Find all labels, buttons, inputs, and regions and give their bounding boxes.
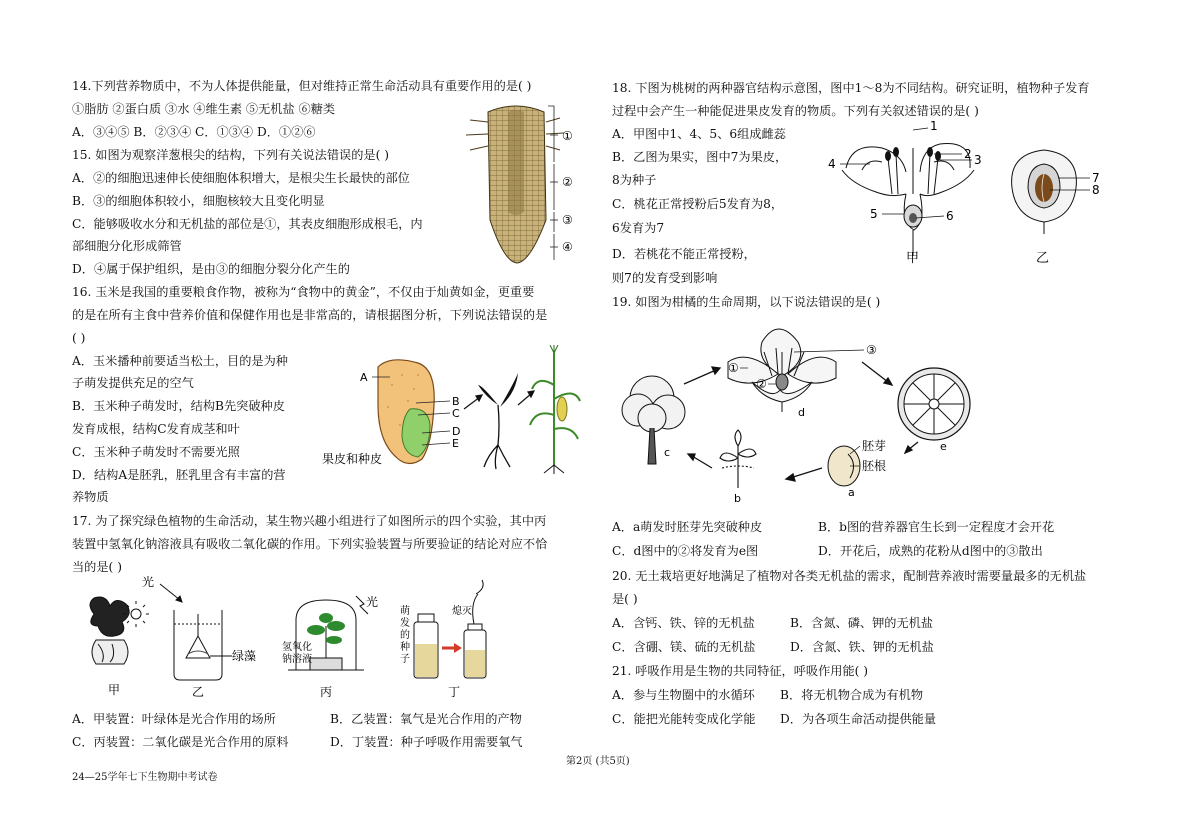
q16-option-b-cont: 发育成根，结构C发育成茎和叶 xyxy=(72,422,240,436)
experiments-figure xyxy=(82,574,552,704)
cycle-label-d: d xyxy=(798,406,805,419)
q14-options: A．③④⑤ B．②③④ C．①③④ D．①②⑥ xyxy=(72,125,316,139)
exp-ding-seed-5: 子 xyxy=(400,654,410,665)
q16-option-b: B．玉米种子萌发时，结构B先突破种皮 xyxy=(72,399,285,413)
exp-ding-seed-1: 萌 xyxy=(400,606,410,617)
cycle-label-circle-3: ③ xyxy=(866,343,877,357)
cycle-label-circle-1: ① xyxy=(728,361,739,375)
peach-num-5: 5 xyxy=(870,207,878,221)
q15-option-c-cont: 部细胞分化形成筛管 xyxy=(72,239,182,253)
q15-option-d: D．④属于保护组织，是由③的细胞分裂分化产生的 xyxy=(72,262,350,276)
peach-num-2: 2 xyxy=(964,147,972,161)
corn-figure xyxy=(318,345,593,475)
q21-stem: 21. 呼吸作用是生物的共同特征，呼吸作用能( ) xyxy=(612,664,869,678)
peach-num-6: 6 xyxy=(946,209,954,223)
corn-caption: 果皮和种皮 xyxy=(322,452,383,466)
q20-stem-cont: 是( ) xyxy=(612,592,638,606)
q17-option-c: C．丙装置：二氧化碳是光合作用的原料 xyxy=(72,735,289,749)
cycle-label-plumule: 胚芽 xyxy=(862,439,887,453)
peach-figure xyxy=(822,118,1112,270)
q18-option-d-cont: 则7的发育受到影响 xyxy=(612,271,718,285)
root-label-3: ③ xyxy=(562,213,573,227)
exp-bing-light: 光 xyxy=(366,595,379,609)
q21-option-b: B．将无机物合成为有机物 xyxy=(780,688,924,702)
cycle-label-c: c xyxy=(664,446,671,459)
cycle-label-b: b xyxy=(734,492,741,505)
q14-stem: 14.下列营养物质中，不为人体提供能量，但对维持正常生命活动具有重要作用的是( ) xyxy=(72,79,532,93)
q15-option-c: C．能够吸收水分和无机盐的部位是①，其表皮细胞形成根毛，内 xyxy=(72,217,423,231)
exp-caption-jia: 甲 xyxy=(108,683,121,697)
corn-label-d: D xyxy=(452,425,461,438)
cycle-label-circle-2: ② xyxy=(756,377,767,391)
corn-label-b: B xyxy=(452,395,460,408)
cycle-label-a: a xyxy=(848,486,855,499)
q16-stem-cont: 的是在所有主食中营养价值和保健作用也是非常高的，请根据图分析，下列说法错误的是 xyxy=(72,308,548,322)
q16-option-c: C．玉米种子萌发时不需要光照 xyxy=(72,445,240,459)
exp-bing-naoh-cont: 钠溶液 xyxy=(282,654,312,665)
exp-ding-seed-4: 种 xyxy=(400,642,410,653)
tree-icon xyxy=(622,376,685,464)
q19-option-a: A．a萌发时胚芽先突破种皮 xyxy=(612,520,763,534)
root-label-1: ① xyxy=(562,129,573,143)
q18-option-c-cont: 6发育为7 xyxy=(612,221,665,235)
q16-option-a: A．玉米播种前要适当松土，目的是为种 xyxy=(72,354,288,368)
q19-option-b: B．b图的营养器官生长到一定程度才会开花 xyxy=(818,520,1055,534)
q20-stem: 20. 无土栽培更好地满足了植物对各类无机盐的需求，配制营养液时需要量最多的无机盐 xyxy=(612,569,1087,583)
corn-label-e: E xyxy=(452,437,459,450)
exp-jia-plant xyxy=(90,597,129,664)
q18-stem-cont: 过程中会产生一种能促进果皮发育的物质。下列有关叙述错误的是( ) xyxy=(612,104,979,118)
root-tip-figure xyxy=(460,100,585,268)
q20-option-c: C．含硼、镁、硫的无机盐 xyxy=(612,640,756,654)
q17-stem: 17. 为了探究绿色植物的生命活动，某生物兴趣小组进行了如图所示的四个实验，其中丙 xyxy=(72,514,547,528)
q14-items: ①脂肪 ②蛋白质 ③水 ④维生素 ⑤无机盐 ⑥糖类 xyxy=(72,102,336,116)
exp-ding-extinguish: 熄灭 xyxy=(452,606,472,617)
exp-ding-seed-2: 发 xyxy=(400,618,410,629)
exp-ding-seed-3: 的 xyxy=(400,630,410,641)
exp-yi-algae: 绿藻 xyxy=(232,649,257,663)
peach-caption-yi: 乙 xyxy=(1036,251,1050,266)
peach-num-7: 7 xyxy=(1092,171,1100,185)
q17-option-d: D．丁装置：种子呼吸作用需要氧气 xyxy=(330,735,523,749)
q15-option-b: B．③的细胞体积较小，细胞核较大且变化明显 xyxy=(72,194,325,208)
root-label-4: ④ xyxy=(562,240,573,254)
peach-num-4: 4 xyxy=(828,157,836,171)
peach-caption-jia: 甲 xyxy=(906,251,920,266)
cycle-label-radicle: 胚根 xyxy=(862,459,887,473)
q17-stem-end: 当的是( ) xyxy=(72,560,122,574)
q19-option-d: D．开花后，成熟的花粉从d图中的③散出 xyxy=(818,544,1043,558)
exp-caption-bing: 丙 xyxy=(320,685,333,699)
cycle-label-e: e xyxy=(940,440,947,453)
q17-option-b: B．乙装置：氧气是光合作用的产物 xyxy=(330,712,522,726)
q18-option-d: D．若桃花不能正常授粉， xyxy=(612,247,756,261)
q21-option-d: D．为各项生命活动提供能量 xyxy=(780,712,937,726)
exam-title-footer: 24—25学年七下生物期中考试卷 xyxy=(72,772,218,783)
q20-option-a: A．含钙、铁、锌的无机盐 xyxy=(612,616,755,630)
q19-stem: 19. 如图为柑橘的生命周期，以下说法错误的是( ) xyxy=(612,295,881,309)
q16-stem-end: ( ) xyxy=(72,331,86,345)
q16-stem: 16. 玉米是我国的重要粮食作物，被称为“食物中的黄金”，不仅由于灿黄如金，更重要 xyxy=(72,285,535,299)
q18-stem: 18. 下图为桃树的两种器官结构示意图，图中1～8为不同结构。研究证明，植物种子发育 xyxy=(612,81,1090,95)
exp-bing-naoh: 氢氧化 xyxy=(282,642,312,653)
q15-option-a: A．②的细胞迅速伸长使细胞体积增大，是根尖生长最快的部位 xyxy=(72,171,410,185)
corn-label-a: A xyxy=(360,371,368,384)
citrus-cycle-figure xyxy=(612,318,1012,506)
peach-num-1: 1 xyxy=(930,119,938,133)
root-label-2: ② xyxy=(562,175,573,189)
q17-option-a: A．甲装置：叶绿体是光合作用的场所 xyxy=(72,712,276,726)
q15-stem: 15. 如图为观察洋葱根尖的结构，下列有关说法错误的是( ) xyxy=(72,148,389,162)
q17-stem-cont: 装置中氢氧化钠溶液具有吸收二氧化碳的作用。下列实验装置与所要验证的结论对应不恰 xyxy=(72,537,548,551)
corn-label-c: C xyxy=(452,407,460,420)
q18-option-a: A．甲图中1、4、5、6组成雌蕊 xyxy=(612,127,786,141)
q16-option-d: D．结构A是胚乳，胚乳里含有丰富的营 xyxy=(72,468,286,482)
exp-yi-light: 光 xyxy=(142,575,155,589)
q20-option-d: D．含氮、铁、钾的无机盐 xyxy=(790,640,934,654)
q18-option-b-cont: 8为种子 xyxy=(612,173,657,187)
page-number: 第2页 (共5页) xyxy=(566,756,630,767)
peach-num-3: 3 xyxy=(974,153,982,167)
q18-option-c: C．桃花正常授粉后5发育为8， xyxy=(612,197,784,211)
q16-option-d-cont: 养物质 xyxy=(72,490,109,504)
q21-option-a: A．参与生物圈中的水循环 xyxy=(612,688,755,702)
q20-option-b: B．含氮、磷、钾的无机盐 xyxy=(790,616,934,630)
peach-num-8: 8 xyxy=(1092,183,1100,197)
q18-option-b: B．乙图为果实，图中7为果皮， xyxy=(612,150,788,164)
exp-caption-yi: 乙 xyxy=(192,685,205,699)
q16-option-a-cont: 子萌发提供充足的空气 xyxy=(72,376,194,390)
q19-option-c: C．d图中的②将发育为e图 xyxy=(612,544,759,558)
q21-option-c: C．能把光能转变成化学能 xyxy=(612,712,756,726)
exp-caption-ding: 丁 xyxy=(448,685,461,699)
